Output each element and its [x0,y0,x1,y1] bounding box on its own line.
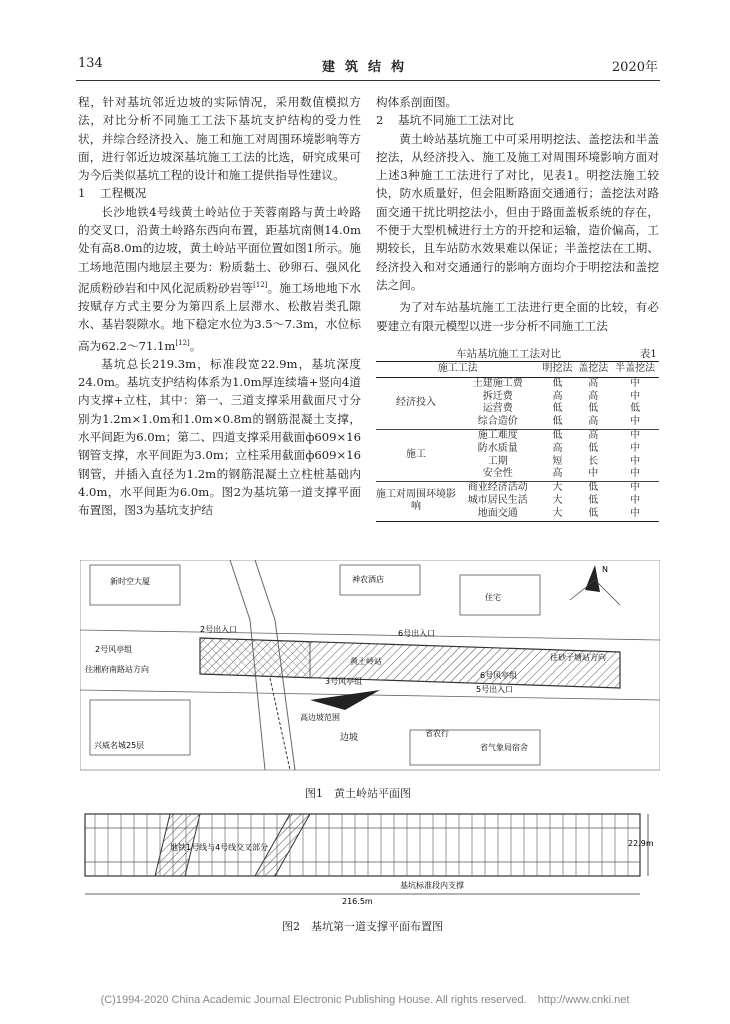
slope-line [270,678,290,770]
table-cell: 高 [540,468,576,481]
table-cell: 土建施工费 [472,377,523,389]
map-label: 3号风亭组 [325,677,363,686]
map-label: 神农酒店 [352,575,384,584]
table-cell: 综合造价 [456,416,540,429]
page-header [78,56,658,76]
table-cell: 低 [630,403,641,415]
table-cell: 施工难度 [477,429,518,441]
map-label: 往砂子塘站方向 [550,653,606,662]
table-cell: 高 [588,429,599,441]
slope-arrow [310,690,380,710]
table-cell: 拆迁费 [482,390,513,402]
figure-label: 基坑标准段内支撑 [400,881,464,890]
map-label: 6号出入口 [398,629,436,638]
table-category: 施工 [376,429,456,481]
table-cell: 中 [575,468,611,481]
table-row [376,482,659,495]
table-category: 施工对周围环境影响 [376,482,456,521]
section-heading [78,184,361,202]
table-cell: 安全性 [456,468,540,481]
table-cell: 高 [575,416,611,429]
citation: [12] [175,338,190,347]
table-cell: 低 [575,508,611,521]
table-header: 盖挖法 [575,362,611,378]
map-label: 兴威名城25层 [94,741,145,750]
table-cell: 低 [552,377,563,389]
copyright-footer: (C)1994-2020 China Academic Journal Electronic Publishing House. All rights reserved. http://www.cnki.net [100,994,630,1006]
table-cell: 高 [552,442,563,454]
table-cell: 短 [552,455,563,467]
citation: [12] [253,280,268,289]
table-cell: 中 [611,508,659,521]
map-label: 边坡 [340,733,359,743]
journal-year: 2020年 [611,60,658,75]
right-column [376,93,659,335]
table-cell: 中 [630,494,641,506]
table-cell: 大 [552,494,563,506]
table-cell: 长 [588,455,599,467]
road-line [80,630,660,640]
table-cell: 低 [588,442,599,454]
figure-caption: 图2 基坑第一道支撑平面布置图 [282,920,443,933]
map-label: 黄土岭站 [350,657,382,666]
section-title: 基坑不同施工工法对比 [398,113,514,128]
table-row [376,429,659,442]
map-label: 6号风亭组 [480,671,518,680]
paragraph-text: 。施工场地地下水按赋存方式主要分为第四系上层滞水、松散岩类孔隙水、基岩裂隙水。地下稳定水位为3.5～7.3m，水位标高为62.2～71.1m [78,280,361,353]
map-label: 住宅 [485,593,501,602]
table-cell: 大 [540,508,576,521]
comparison-table [376,361,659,522]
dimension-label: 216.5m [342,897,373,906]
section-heading [376,111,659,129]
map-label: 2号出入口 [200,625,238,634]
table-cell: 中 [630,390,641,402]
table-row [376,377,659,390]
header-rule [76,80,660,81]
table-cell: 低 [588,482,599,494]
table-cell: 中 [630,455,641,467]
section-number: 1 [78,186,86,201]
table-cell: 中 [630,377,641,389]
paragraph: 构体系剖面图。 [376,95,458,109]
table-cell: 中 [611,416,659,429]
section-number: 2 [376,113,384,128]
map-label: 高边坡范围 [300,713,340,722]
table-header: 半盖挖法 [611,362,659,378]
table-title: 车站基坑施工工法对比 [456,348,561,360]
table-cell: 低 [552,429,563,441]
table-header: 施工工法 [376,362,540,378]
cross-zone [200,638,310,678]
table-cell: 高 [588,390,599,402]
table-cell: 运营费 [482,403,513,415]
paragraph: 为了对车站基坑施工工法进行更全面的比较，有必要建立有限元模型以进一步分析不同施工工法 [376,300,659,333]
table-number: 表1 [639,348,657,360]
map-label: 省农行 [425,729,449,738]
table-cell: 中 [611,468,659,481]
table-cell: 高 [552,390,563,402]
table-cell: 低 [540,416,576,429]
table-cell: 防水质量 [477,442,518,454]
table-cell: 城市居民生活 [467,494,528,506]
paragraph-text: 长沙地铁4号线黄土岭站位于芙蓉南路与黄土岭路的交叉口，沿黄土岭路东西向布置，距基坑南侧14.0m处有高8.0m的边坡，黄土岭站平面位置如图1所示。施工场地范围内地层主要为：粉质黏土、砂卵石、强风化泥质粉砂岩和中风化泥质粉砂岩等 [78,204,361,295]
table-cell: 工期 [487,455,508,467]
page-number: 134 [78,56,103,71]
table-cell: 低 [552,403,563,415]
table-cell: 地面交通 [456,508,540,521]
table-cell: 高 [588,377,599,389]
left-column [78,93,361,520]
station-plan-figure [80,560,660,780]
map-label: 新时空大厦 [110,577,150,586]
dimension-label: 22.9m [628,839,654,848]
paragraph-text: 。 [189,338,202,353]
table-header-row [376,362,659,378]
north-label: N [602,565,608,574]
paragraph: 黄土岭站基坑施工中可采用明挖法、盖挖法和半盖挖法，从经济投入、施工及施工对周围环境影响方面对上述3种施工工法进行了对比，见表1。明挖法施工较快，防水质量好，但会阻断路面交通通行；盖挖法对路面交通干扰比明挖法小，但由于路面盖板系统的存在，不便于大型机械进行土方的开挖和运输，造价偏高，工期较长，且车站防水效果难以保证；半盖挖法在工期、经济投入和对交通通行的影响方面均介于明挖法和盖挖法之间。 [376,131,659,292]
support-layout-figure [80,806,660,916]
paragraph: 基坑总长219.3m，标准段宽22.9m，基坑深度24.0m。基坑支护结构体系为1.0m厚连续墙+竖向4道内支撑+立柱，其中：第一、三道支撑采用截面尺寸分别为1.2m×1.0m和1.0m×0.8m的钢筋混凝土支撑，水平间距为6.0m；第二、四道支撑采用截面ф609×16钢管支撑，水平间距为3.0m；立柱采用截面ф609×16钢管，并插入直径为1.2m的钢筋混凝土立柱桩基础内4.0m，水平间距为6.0m。图2为基坑第一道支撑平面布置图，图3为基坑支护结 [78,356,361,518]
figure-caption: 图1 黄土岭站平面图 [305,787,411,800]
north-arrow-icon [585,565,600,592]
table-cell: 中 [630,429,641,441]
map-label: 省气象局宿舍 [480,743,528,752]
table-cell: 低 [588,403,599,415]
table-cell: 商业经济活动 [467,482,528,494]
map-label: 2号风亭组 [95,645,133,654]
table-cell: 中 [630,482,641,494]
section-title: 工程概况 [100,186,147,201]
table-cell: 中 [630,442,641,454]
figure-label: 地铁1号线与4号线交叉部分 [170,843,269,852]
table-category: 经济投入 [376,377,456,429]
table-cell: 大 [552,482,563,494]
table-header: 明挖法 [540,362,576,378]
table-cell: 低 [588,494,599,506]
journal-name: 建筑结构 [321,60,414,75]
paragraph: 程，针对基坑邻近边坡的实际情况，采用数值模拟方法，对比分析不同施工工法下基坑支护结构的受力性状，并综合经济投入、施工和施工对周围环境影响等方面，进行邻近边坡深基坑施工工法的比选，研究成果可为今后类似基坑工程的设计和施工提供指导性建议。 [78,95,361,183]
map-label: 往湘府南路站方向 [85,665,149,674]
paragraph [78,203,361,355]
map-label: 5号出入口 [476,685,514,694]
